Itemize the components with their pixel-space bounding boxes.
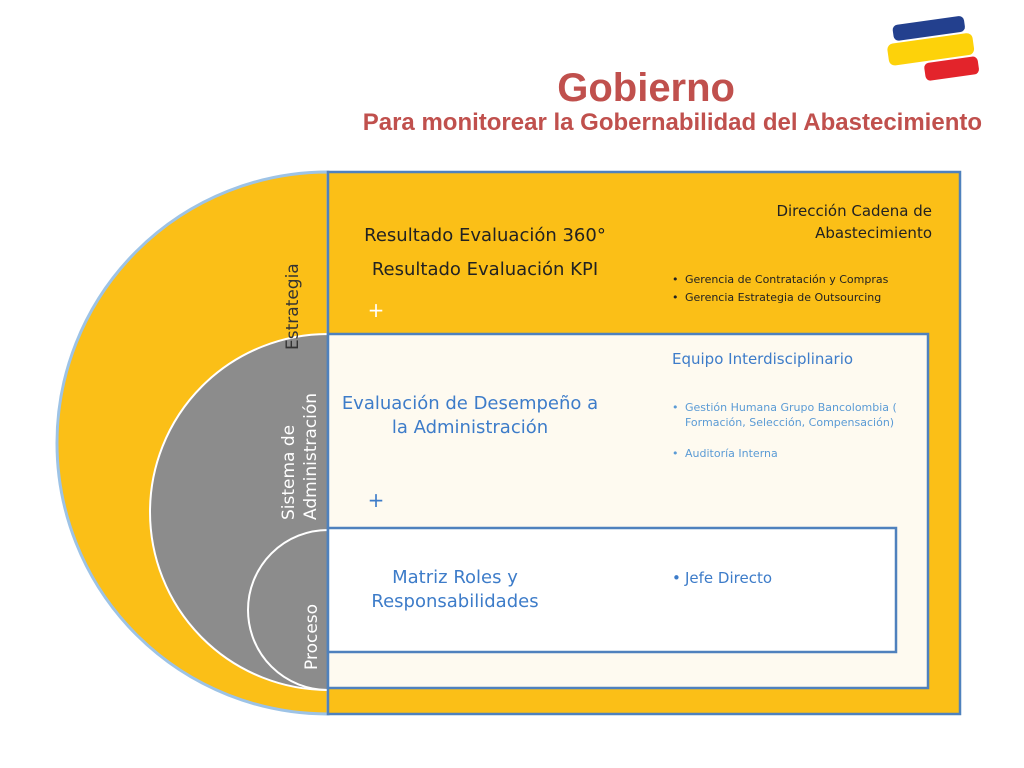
proceso-list xyxy=(672,568,892,591)
matriz-line1: Matriz Roles y xyxy=(392,567,518,588)
list-item: • Gerencia Estrategia de Outsourcing xyxy=(672,290,912,305)
layer-label-sistema-line1: Sistema de xyxy=(279,424,299,520)
layer-label-estrategia: Estrategia xyxy=(283,263,303,350)
evaluacion-line1: Evaluación de Desempeño a xyxy=(341,393,599,414)
list-item: • Jefe Directo xyxy=(672,568,892,588)
direccion-heading xyxy=(700,200,932,244)
plus-sign-1: + xyxy=(367,298,385,322)
admin-list xyxy=(672,400,912,477)
evaluacion-line2: la Administración xyxy=(391,417,549,438)
eval-kpi-label: Resultado Evaluación KPI xyxy=(371,259,599,280)
direccion-line2: Abastecimiento xyxy=(815,224,932,242)
matriz-roles-label xyxy=(330,566,580,614)
list-item: • Gerencia de Contratación y Compras xyxy=(672,272,912,287)
list-item: • Gestión Humana Grupo Bancolombia ( Formación, Selección, Compensación) xyxy=(672,400,912,430)
plus-sign-2: + xyxy=(367,488,385,512)
layer-label-sistema xyxy=(278,393,322,520)
layer-label-sistema-line2: Administración xyxy=(301,392,321,520)
list-item: • Auditoría Interna xyxy=(672,446,912,461)
equipo-heading: Equipo Interdisciplinario xyxy=(672,350,854,368)
page-subtitle: Para monitorear la Gobernabilidad del Abastecimiento xyxy=(362,109,982,136)
evaluacion-desempeno-label xyxy=(330,392,610,440)
page-title: Gobierno xyxy=(557,66,735,110)
estrategia-list xyxy=(672,272,912,308)
layer-label-proceso: Proceso xyxy=(302,603,322,670)
direccion-line1: Dirección Cadena de xyxy=(776,202,932,220)
eval-360-label: Resultado Evaluación 360° xyxy=(364,225,606,246)
matriz-line2: Responsabilidades xyxy=(371,591,539,612)
